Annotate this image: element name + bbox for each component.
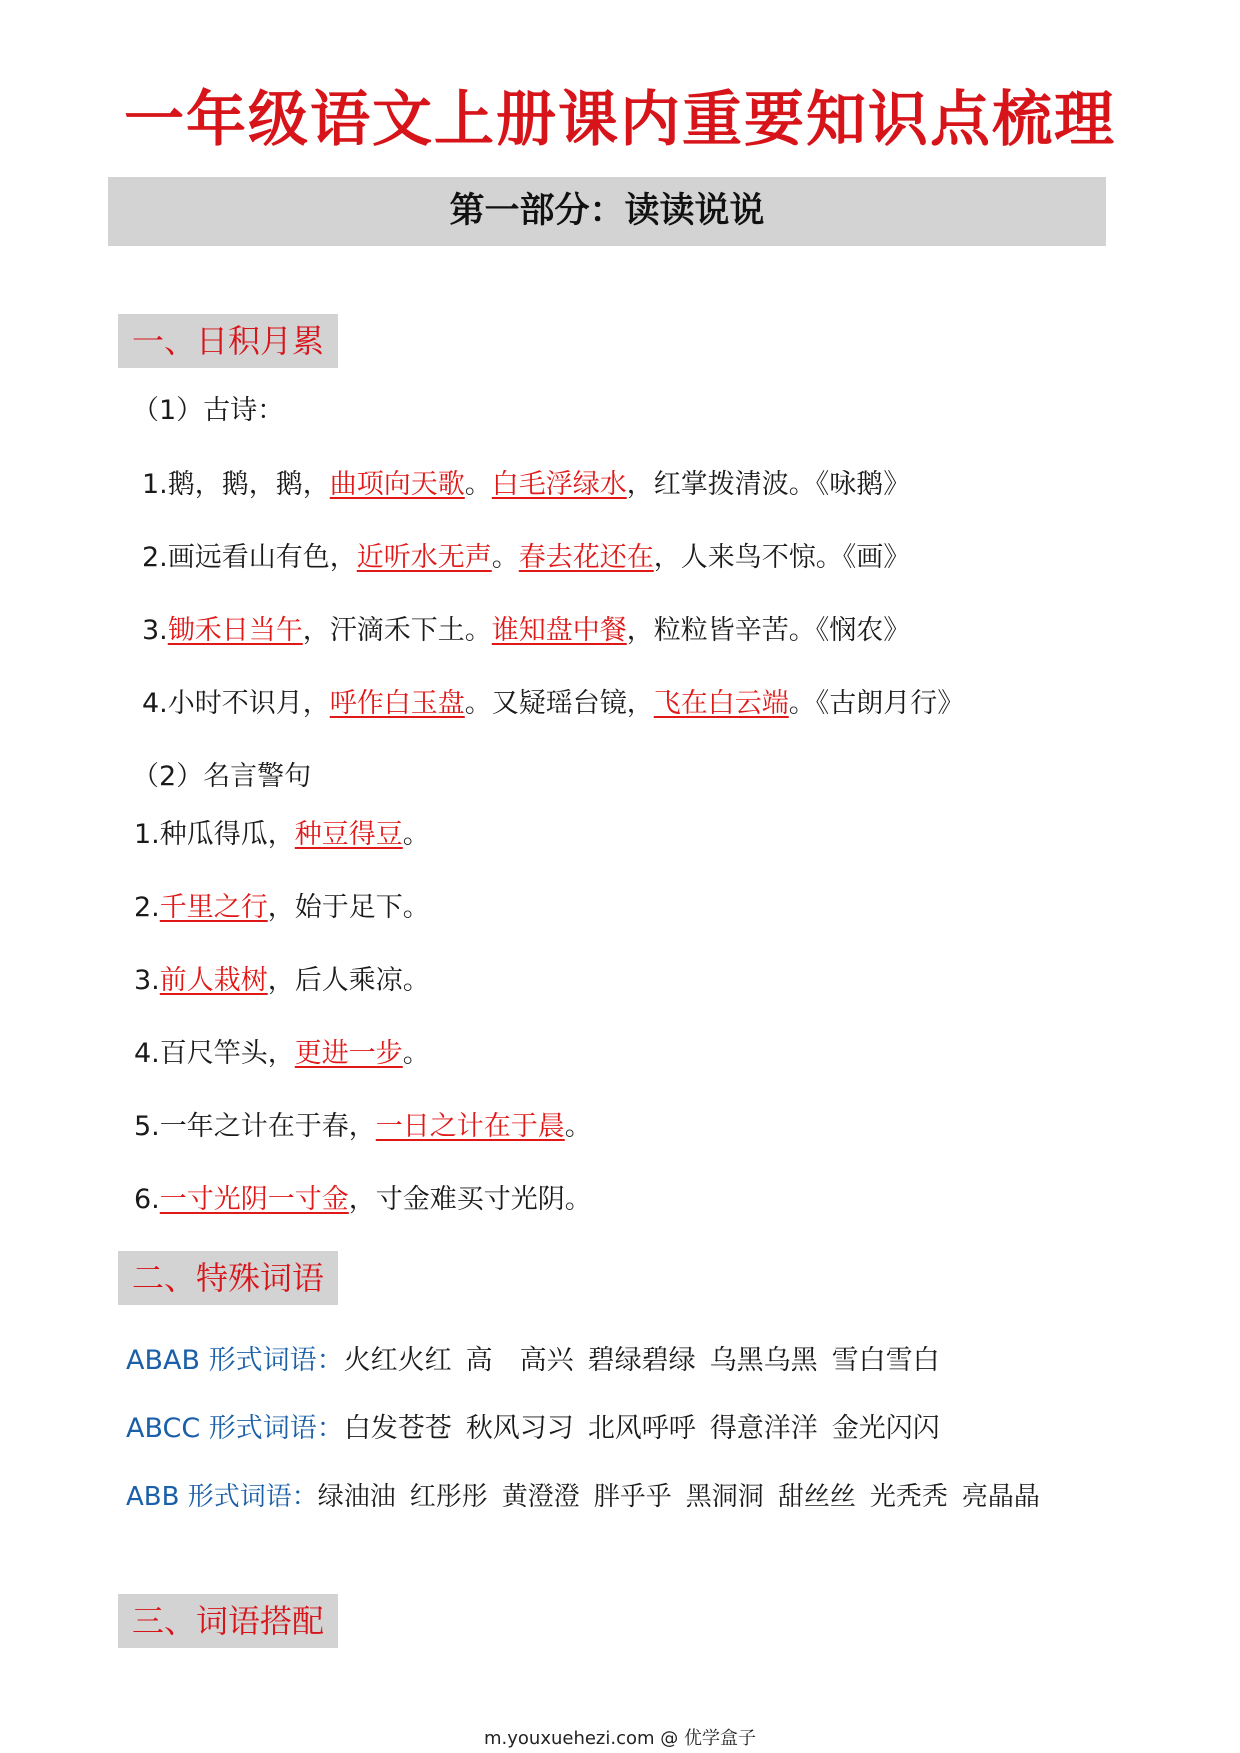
poem-text: ，人来鸟不惊。《画》 xyxy=(653,542,911,573)
poem-answer: 春去花还在 xyxy=(518,542,654,573)
part-banner: 第一部分：读读说说 xyxy=(108,177,1106,246)
poem-text: 。《古朗月行》 xyxy=(788,688,965,719)
poem-text: ，红掌拨清波。《咏鹅》 xyxy=(626,469,911,500)
poem-text: 。又疑瑶台镜， xyxy=(464,688,654,719)
word-row-label: ABB 形式词语： xyxy=(126,1482,318,1512)
saying-answer: 种豆得豆 xyxy=(294,819,403,850)
section-heading-3: 三、词语搭配 xyxy=(118,1594,338,1648)
word: 火红火红 xyxy=(343,1345,452,1376)
word-row-label: ABAB 形式词语： xyxy=(126,1345,344,1376)
word: 绿油油 xyxy=(317,1482,396,1512)
saying-answer: 更进一步 xyxy=(294,1038,403,1069)
section-heading-2: 二、特殊词语 xyxy=(118,1251,338,1305)
saying-answer: 前人栽树 xyxy=(159,965,268,996)
sayings-label: （2）名言警句 xyxy=(132,761,312,792)
saying-text: ，后人乘凉。 xyxy=(267,965,430,996)
word: 亮晶晶 xyxy=(961,1482,1040,1512)
word: 得意洋洋 xyxy=(709,1413,818,1444)
poem-num: 2. xyxy=(142,542,168,573)
saying-text: 百尺竿头， xyxy=(159,1038,295,1069)
poem-answer: 呼作白玉盘 xyxy=(329,688,465,719)
saying-text: 。 xyxy=(402,819,430,850)
poem-num: 3. xyxy=(142,615,168,646)
word: 甜丝丝 xyxy=(777,1482,856,1512)
poem-num: 1. xyxy=(142,469,168,500)
saying-num: 4. xyxy=(134,1038,160,1069)
word-row-abb xyxy=(126,1477,1040,1517)
poem-line xyxy=(142,465,910,505)
poem-line xyxy=(142,538,910,578)
word: 乌黑乌黑 xyxy=(709,1345,818,1376)
poem-text: 画远看山有色， xyxy=(167,542,357,573)
poem-answer: 曲项向天歌 xyxy=(329,469,465,500)
poem-line xyxy=(142,684,964,724)
saying-line xyxy=(134,888,430,928)
saying-num: 2. xyxy=(134,892,160,923)
poem-text: 小时不识月， xyxy=(167,688,330,719)
word-row-label: ABCC 形式词语： xyxy=(126,1413,344,1444)
saying-answer: 一日之计在于晨 xyxy=(375,1111,565,1142)
saying-line xyxy=(134,815,430,855)
word: 高 高兴 xyxy=(465,1345,574,1376)
poem-answer: 谁知盘中餐 xyxy=(491,615,627,646)
saying-line xyxy=(134,1034,430,1074)
word-row-abab xyxy=(126,1341,940,1381)
saying-answer: 一寸光阴一寸金 xyxy=(159,1184,349,1215)
poems-label: （1）古诗： xyxy=(132,395,285,426)
word-row-abcc xyxy=(126,1409,940,1449)
word: 秋风习习 xyxy=(465,1413,574,1444)
poem-text: ，粒粒皆辛苦。《悯农》 xyxy=(626,615,911,646)
saying-answer: 千里之行 xyxy=(159,892,268,923)
saying-num: 6. xyxy=(134,1184,160,1215)
word: 金光闪闪 xyxy=(831,1413,940,1444)
word: 碧绿碧绿 xyxy=(587,1345,696,1376)
saying-num: 5. xyxy=(134,1111,160,1142)
poem-text: ，汗滴禾下土。 xyxy=(302,615,492,646)
word: 红彤彤 xyxy=(409,1482,488,1512)
word: 北风呼呼 xyxy=(587,1413,696,1444)
poem-text: 鹅，鹅，鹅， xyxy=(167,469,330,500)
saying-line xyxy=(134,1107,592,1147)
saying-text: 。 xyxy=(564,1111,592,1142)
saying-num: 3. xyxy=(134,965,160,996)
poem-line xyxy=(142,611,910,651)
saying-text: 一年之计在于春， xyxy=(159,1111,376,1142)
saying-num: 1. xyxy=(134,819,160,850)
word: 雪白雪白 xyxy=(831,1345,940,1376)
saying-text: 。 xyxy=(402,1038,430,1069)
word: 黑洞洞 xyxy=(685,1482,764,1512)
word: 黄澄澄 xyxy=(501,1482,580,1512)
saying-text: 种瓜得瓜， xyxy=(159,819,295,850)
saying-line xyxy=(134,961,430,1001)
poem-answer: 锄禾日当午 xyxy=(167,615,303,646)
poem-num: 4. xyxy=(142,688,168,719)
page-title: 一年级语文上册课内重要知识点梳理 xyxy=(124,85,1116,155)
word: 光秃秃 xyxy=(869,1482,948,1512)
poem-text: 。 xyxy=(464,469,492,500)
poem-answer: 白毛浮绿水 xyxy=(491,469,627,500)
poem-text: 。 xyxy=(491,542,519,573)
word: 胖乎乎 xyxy=(593,1482,672,1512)
saying-text: ，寸金难买寸光阴。 xyxy=(348,1184,592,1215)
saying-text: ，始于足下。 xyxy=(267,892,430,923)
section-heading-1: 一、日积月累 xyxy=(118,314,338,368)
word: 白发苍苍 xyxy=(343,1413,452,1444)
saying-line xyxy=(134,1180,592,1220)
footer-watermark: m.youxuehezi.com @ 优学盒子 xyxy=(483,1728,756,1749)
poem-answer: 飞在白云端 xyxy=(653,688,789,719)
poem-answer: 近听水无声 xyxy=(356,542,492,573)
